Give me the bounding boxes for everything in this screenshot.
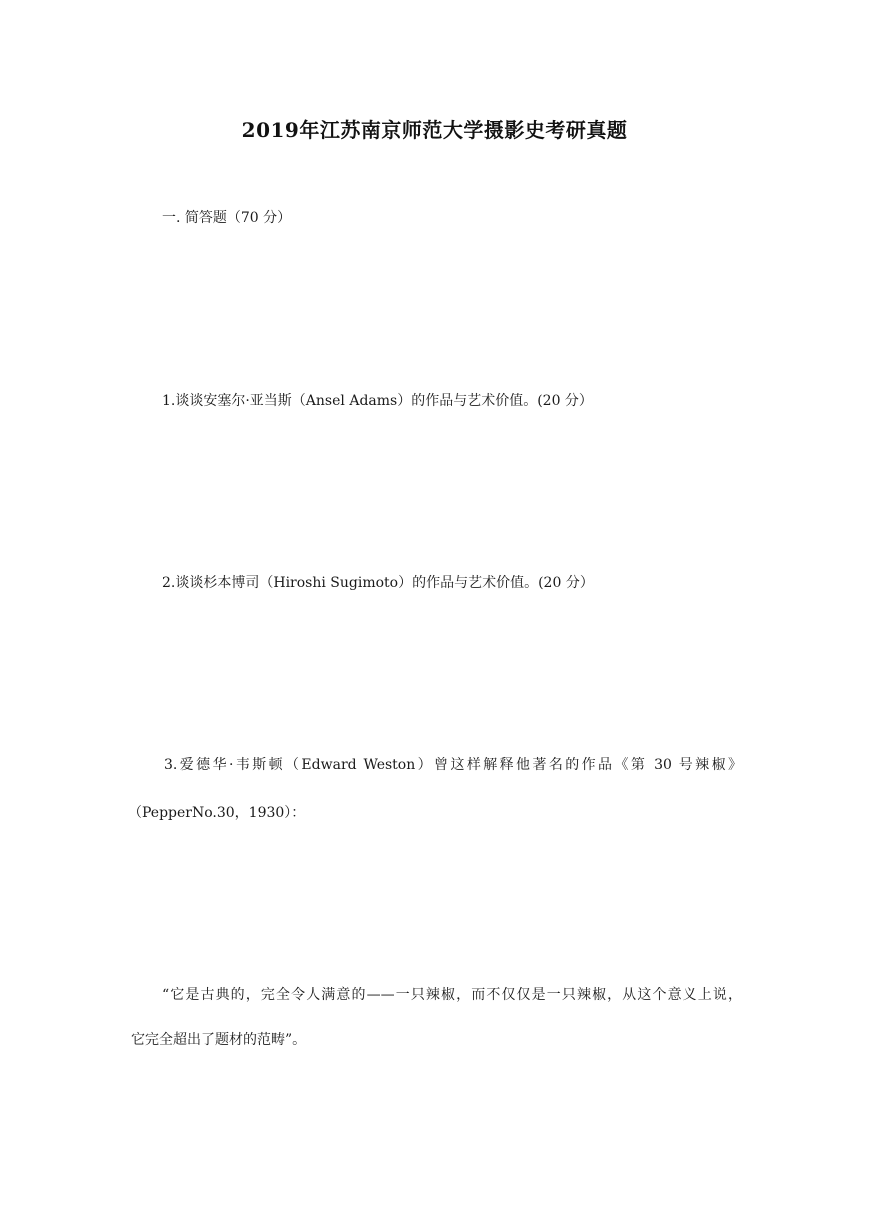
question-3-line-2: （PepperNo.30，1930）： <box>128 805 306 821</box>
question-2: 2.谈谈杉本博司（Hiroshi Sugimoto）的作品与艺术价值。(20 分） <box>162 575 594 591</box>
question-1: 1.谈谈安塞尔·亚当斯（Ansel Adams）的作品与艺术价值。(20 分） <box>162 393 593 409</box>
quote-line-2: 它完全超出了题材的范畴”。 <box>131 1032 307 1048</box>
section-heading: 一. 简答题（70 分） <box>162 210 292 226</box>
document-title: 2019年江苏南京师范大学摄影史考研真题 <box>241 118 628 142</box>
quote-line-1: “它是古典的，完全令人满意的——一只辣椒，而不仅仅是一只辣椒，从这个意义上说， <box>162 987 742 1003</box>
question-3-line-1: 3.爱德华·韦斯顿（Edward Weston）曾这样解释他著名的作品《第 30 号辣椒》 <box>164 757 742 773</box>
